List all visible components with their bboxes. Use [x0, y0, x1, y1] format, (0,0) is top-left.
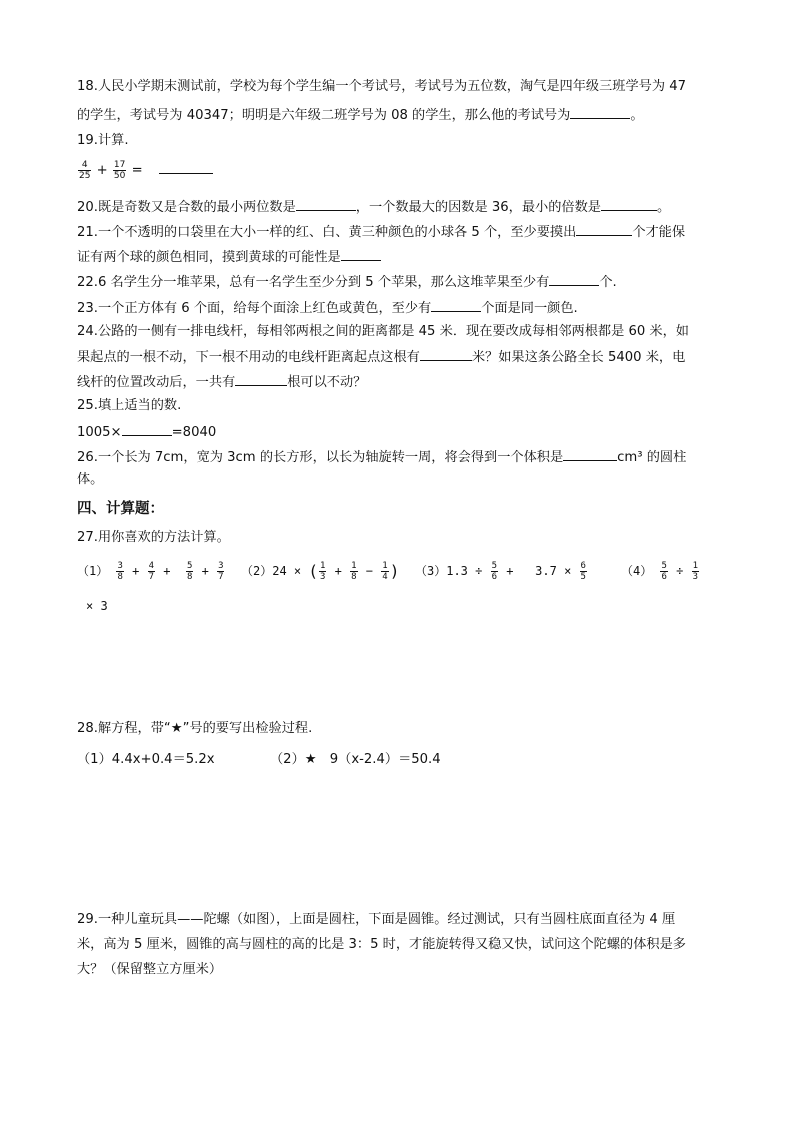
q20-blank-1[interactable] [296, 198, 356, 211]
q23-blank[interactable] [431, 299, 481, 312]
q22-blank[interactable] [549, 273, 599, 286]
q26-text-b: cm³ 的圆柱 [617, 450, 687, 465]
q27-p1-fraction-4: $\frac{3}{7}$ [218, 561, 224, 582]
q19-answer-blank[interactable] [159, 161, 213, 174]
q25-text-b: =8040 [171, 425, 217, 440]
q27-continuation: × 3 [86, 599, 108, 613]
q19-expression [77, 158, 213, 184]
q25-text-a: 1005× [77, 425, 122, 440]
q24-blank-2[interactable] [235, 373, 287, 386]
q23-text-b: 个面是同一颜色. [481, 301, 578, 316]
q29-line2: 米，高为 5 厘米，圆锥的高与圆柱的高的比是 3：5 时，才能旋转得又稳又快，试问这个陀螺的体积是多 [77, 937, 686, 952]
q27-problem-1: （1） $\frac{3}{8}$ + $\frac{4}{7}$ + $\frac{5}{8}$ + $\frac{3}{7}$ [77, 561, 224, 582]
q27-p2-label: （2） [241, 564, 273, 578]
q19-equals: = [131, 163, 143, 178]
q20-line [77, 198, 670, 216]
q24-text-d: 根可以不动？ [287, 375, 367, 390]
q27-p3-label: （3） [415, 564, 447, 578]
q24-text-a: 果起点的一根不动，下一根不用动的电线杆距离起点这根有 [77, 350, 420, 365]
q27-p1-label: （1） [77, 564, 109, 578]
q24-line1: 24.公路的一侧有一排电线杆，每相邻两根之间的距离都是 45 米．现在要改成每相邻两根都是 60 米，如 [77, 324, 689, 339]
q19-fraction-1: $\frac{4}{25}$ [79, 159, 91, 181]
q21-text-b: 个才能保 [632, 225, 686, 240]
q22-text-b: 个. [599, 275, 617, 290]
q19-plus: + [96, 163, 108, 178]
q24-line3 [77, 373, 366, 391]
q21-blank-2[interactable] [341, 248, 381, 261]
q26-text-a: 26.一个长为 7cm，宽为 3cm 的长方形，以长为轴旋转一周，将会得到一个体积是 [77, 450, 564, 465]
q19-fraction-2: $\frac{17}{50}$ [113, 159, 126, 181]
q27-problem-2: （2）24 × ( $\frac{1}{3}$ + $\frac{1}{8}$ − $\frac{1}{4}$ ) [241, 561, 400, 582]
q26-line1 [77, 448, 686, 466]
q24-text-c: 线杆的位置改动后，一共有 [77, 375, 236, 390]
q27-p4-label: （4） [621, 564, 653, 578]
q18-line2 [77, 106, 644, 124]
q27-p2-fraction-3: $\frac{1}{4}$ [382, 561, 388, 582]
q22-text-a: 22.6 名学生分一堆苹果，总有一名学生至少分到 5 个苹果，那么这堆苹果至少有 [77, 275, 550, 290]
q27-p1-fraction-1: $\frac{3}{8}$ [117, 561, 123, 582]
q27-p2-fraction-1: $\frac{1}{3}$ [320, 561, 326, 582]
q19-title: 19.计算. [77, 133, 129, 148]
q25-expression [77, 423, 216, 441]
section-heading: 四、计算题： [77, 501, 164, 517]
q27-p1-fraction-3: $\frac{5}{8}$ [186, 561, 193, 582]
q28-equation-1: （1）4.4x+0.4＝5.2x [77, 752, 215, 767]
q26-blank[interactable] [563, 448, 617, 461]
q21-line1 [77, 223, 685, 241]
q24-text-b: 米？如果这条公路全长 5400 米，电 [471, 350, 686, 365]
q18-answer-blank[interactable] [570, 106, 630, 119]
q24-blank-1[interactable] [420, 348, 472, 361]
q27-problem-3: （3）1.3 ÷ $\frac{5}{6}$ + 3.7 × $\frac{6}{5}$ [415, 561, 586, 582]
q27-p3-fraction-2: $\frac{6}{5}$ [580, 561, 586, 582]
q27-p3-fraction-1: $\frac{5}{6}$ [491, 561, 498, 582]
q27-p4-fraction-1: $\frac{5}{6}$ [661, 561, 667, 582]
q20-text-c: 。 [656, 200, 671, 215]
q23-line [77, 299, 578, 317]
q21-blank-1[interactable] [576, 223, 632, 236]
q24-line2 [77, 348, 685, 366]
q27-p1-fraction-2: $\frac{4}{7}$ [148, 561, 155, 582]
q27-problem-4: （4） $\frac{5}{6}$ ÷ $\frac{1}{3}$ [621, 561, 699, 582]
q21-line2 [77, 248, 381, 266]
q29-line3: 大？（保留整立方厘米） [77, 962, 223, 977]
q26-line2: 体。 [77, 472, 104, 487]
q20-blank-2[interactable] [601, 198, 657, 211]
q25-title: 25.填上适当的数. [77, 398, 182, 413]
q20-text-a: 20.既是奇数又是合数的最小两位数是 [77, 200, 296, 215]
q29-line1: 29.一种儿童玩具——陀螺（如图），上面是圆柱，下面是圆锥。经过测试，只有当圆柱底面直径为 4 厘 [77, 912, 676, 927]
q18-end: 。 [630, 108, 644, 123]
q27-title: 27.用你喜欢的方法计算。 [77, 530, 230, 545]
q28-title: 28.解方程，带“★”号的要写出检验过程. [77, 721, 313, 736]
q27-p2-fraction-2: $\frac{1}{8}$ [351, 561, 357, 582]
q28-equation-2: （2）★ 9（x-2.4）＝50.4 [270, 752, 441, 767]
q27-p4-fraction-2: $\frac{1}{3}$ [692, 561, 699, 582]
q21-text-c: 证有两个球的颜色相同，摸到黄球的可能性是 [77, 250, 341, 265]
q22-line [77, 273, 617, 291]
q18-line1: 18.人民小学期末测试前，学校为每个学生编一个考试号，考试号为五位数，淘气是四年级三班学号为 47 [77, 79, 687, 94]
q20-text-b: ，一个数最大的因数是 36，最小的倍数是 [355, 200, 601, 215]
q25-blank[interactable] [122, 423, 172, 436]
q21-text-a: 21.一个不透明的口袋里在大小一样的红、白、黄三种颜色的小球各 5 个，至少要摸出 [77, 225, 577, 240]
q23-text-a: 23.一个正方体有 6 个面，给每个面涂上红色或黄色，至少有 [77, 301, 432, 316]
q18-text: 的学生，考试号为 40347；明明是六年级二班学号为 08 的学生，那么他的考试号为 [77, 108, 571, 123]
